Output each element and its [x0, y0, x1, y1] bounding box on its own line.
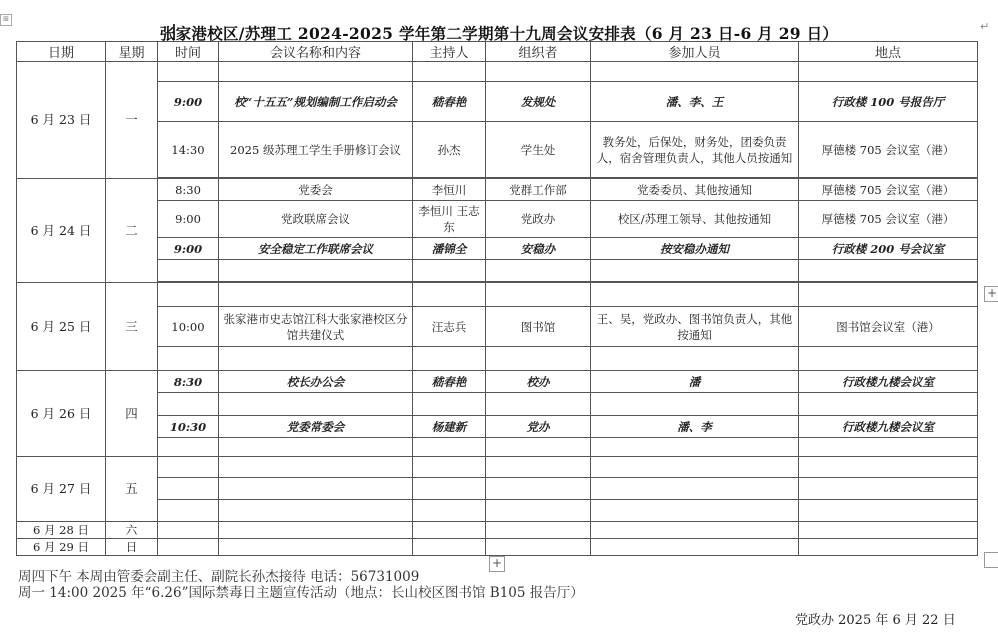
weekday-cell: 五 — [106, 457, 158, 522]
meeting-cell: 校“十五五”规划编制工作启动会 — [219, 82, 413, 122]
host-cell: 孙杰 — [413, 122, 486, 178]
empty-cell[interactable] — [158, 62, 219, 82]
empty-cell[interactable] — [413, 457, 486, 478]
table-move-handle[interactable]: ⊞ — [0, 14, 12, 26]
empty-cell[interactable] — [219, 500, 413, 522]
meeting-cell: 党委会 — [219, 179, 413, 201]
table-row[interactable] — [17, 416, 978, 438]
header-time: 时间 — [158, 42, 219, 62]
location-cell: 行政楼九楼会议室 — [799, 371, 978, 393]
empty-cell[interactable] — [799, 500, 978, 522]
organizer-cell: 学生处 — [486, 122, 591, 178]
time-cell: 8:30 — [158, 371, 219, 393]
empty-cell[interactable] — [486, 500, 591, 522]
paragraph-mark-icon: ↵ — [980, 20, 990, 33]
location-cell: 行政楼九楼会议室 — [799, 416, 978, 438]
empty-cell[interactable] — [158, 393, 219, 416]
empty-cell[interactable] — [591, 478, 799, 500]
table-row[interactable] — [17, 500, 978, 522]
empty-cell[interactable] — [799, 478, 978, 500]
empty-cell[interactable] — [591, 539, 799, 556]
empty-cell[interactable] — [799, 438, 978, 457]
empty-cell[interactable] — [413, 62, 486, 82]
empty-cell[interactable] — [591, 62, 799, 82]
attendees-cell: 潘 — [591, 371, 799, 393]
table-row[interactable] — [17, 201, 978, 238]
empty-cell[interactable] — [486, 478, 591, 500]
meeting-cell: 张家港市史志馆江科大张家港校区分馆共建仪式 — [219, 307, 413, 347]
empty-cell[interactable] — [219, 347, 413, 371]
add-column-button[interactable]: + — [984, 286, 998, 302]
empty-cell[interactable] — [219, 62, 413, 82]
empty-cell[interactable] — [486, 393, 591, 416]
weekday-cell: 一 — [106, 62, 158, 179]
meeting-cell: 党委常委会 — [219, 416, 413, 438]
add-row-button[interactable]: + — [489, 556, 505, 572]
header-organizer: 组织者 — [486, 42, 591, 62]
location-cell: 图书馆会议室（港） — [799, 307, 978, 347]
empty-cell[interactable] — [799, 457, 978, 478]
location-cell: 行政楼 200 号会议室 — [799, 238, 978, 260]
table-row[interactable] — [17, 238, 978, 260]
table-row[interactable] — [17, 283, 978, 307]
empty-cell[interactable] — [486, 539, 591, 556]
empty-cell[interactable] — [219, 522, 413, 539]
time-cell: 10:00 — [158, 307, 219, 347]
weekday-cell: 二 — [106, 179, 158, 283]
empty-cell[interactable] — [591, 500, 799, 522]
note-event: 周一 14:00 2025 年“6.26”国际禁毒日主题宣传活动（地点：长山校区图书馆 B105 报告厅） — [18, 585, 584, 601]
location-cell: 厚德楼 705 会议室（港） — [799, 201, 978, 238]
time-cell: 10:30 — [158, 416, 219, 438]
header-meeting: 会议名称和内容 — [219, 42, 413, 62]
empty-cell[interactable] — [486, 347, 591, 371]
time-cell: 9:00 — [158, 238, 219, 260]
attendees-cell: 校区/苏理工领导、其他按通知 — [591, 201, 799, 238]
table-row[interactable] — [17, 522, 978, 539]
date-cell: 6 月 26 日 — [17, 371, 106, 457]
table-row[interactable] — [17, 62, 978, 82]
meeting-cell: 党政联席会议 — [219, 201, 413, 238]
meeting-cell: 校长办公会 — [219, 371, 413, 393]
header-location: 地点 — [799, 42, 978, 62]
page-title: 张家港校区/苏理工 2024-2025 学年第二学期第十九周会议安排表（6 月 23 日-6 月 29 日） — [159, 24, 839, 43]
empty-cell[interactable] — [413, 522, 486, 539]
empty-cell[interactable] — [219, 260, 413, 282]
date-cell: 6 月 29 日 — [17, 539, 106, 556]
empty-cell[interactable] — [799, 62, 978, 82]
empty-cell[interactable] — [413, 283, 486, 307]
attendees-cell: 按安稳办通知 — [591, 238, 799, 260]
empty-cell[interactable] — [158, 478, 219, 500]
weekday-cell: 六 — [106, 522, 158, 539]
attendees-cell: 教务处，后保处，财务处，团委负责人，宿舍管理负责人，其他人员按通知 — [591, 122, 799, 178]
date-cell: 6 月 28 日 — [17, 522, 106, 539]
host-cell: 潘锦全 — [413, 238, 486, 260]
empty-cell[interactable] — [158, 438, 219, 457]
empty-cell[interactable] — [486, 283, 591, 307]
empty-cell[interactable] — [219, 438, 413, 457]
weekday-cell: 四 — [106, 371, 158, 457]
organizer-cell: 党办 — [486, 416, 591, 438]
host-cell: 李恒川 — [413, 179, 486, 201]
header-weekday: 星期 — [106, 42, 158, 62]
empty-cell[interactable] — [413, 393, 486, 416]
empty-cell[interactable] — [799, 347, 978, 371]
empty-cell[interactable] — [486, 438, 591, 457]
host-cell: 嵇春艳 — [413, 371, 486, 393]
empty-cell[interactable] — [413, 260, 486, 282]
header-row — [17, 42, 978, 62]
host-cell: 杨建新 — [413, 416, 486, 438]
empty-cell[interactable] — [219, 478, 413, 500]
empty-cell[interactable] — [591, 438, 799, 457]
empty-cell[interactable] — [158, 500, 219, 522]
table-row[interactable] — [17, 438, 978, 457]
empty-cell[interactable] — [158, 283, 219, 307]
host-cell: 嵇春艳 — [413, 82, 486, 122]
empty-cell[interactable] — [158, 457, 219, 478]
empty-cell[interactable] — [799, 522, 978, 539]
empty-cell[interactable] — [591, 283, 799, 307]
empty-cell[interactable] — [799, 260, 978, 282]
table-row[interactable] — [17, 393, 978, 416]
organizer-cell: 图书馆 — [486, 307, 591, 347]
date-cell: 6 月 23 日 — [17, 62, 106, 179]
empty-cell[interactable] — [158, 522, 219, 539]
empty-cell[interactable] — [591, 260, 799, 282]
note-reception: 周四下午 本周由管委会副主任、副院长孙杰接待 电话：56731009 — [18, 569, 420, 585]
table-row[interactable] — [17, 179, 978, 201]
table-row[interactable] — [17, 82, 978, 122]
empty-cell[interactable] — [413, 438, 486, 457]
table-row[interactable] — [17, 457, 978, 478]
attendees-cell: 王、吴，党政办、图书馆负责人，其他按通知 — [591, 307, 799, 347]
attendees-cell: 潘、李 — [591, 416, 799, 438]
header-host: 主持人 — [413, 42, 486, 62]
host-cell: 李恒川 王志东 — [413, 201, 486, 238]
weekday-cell: 三 — [106, 283, 158, 371]
schedule-table — [16, 41, 978, 556]
empty-cell[interactable] — [413, 478, 486, 500]
empty-cell[interactable] — [591, 522, 799, 539]
organizer-cell: 校办 — [486, 371, 591, 393]
empty-cell[interactable] — [486, 62, 591, 82]
empty-cell[interactable] — [799, 539, 978, 556]
table-row[interactable] — [17, 539, 978, 556]
empty-cell[interactable] — [219, 457, 413, 478]
weekday-cell: 日 — [106, 539, 158, 556]
empty-cell[interactable] — [486, 457, 591, 478]
empty-cell[interactable] — [486, 260, 591, 282]
table-row[interactable] — [17, 307, 978, 347]
empty-cell[interactable] — [591, 347, 799, 371]
organizer-cell: 党政办 — [486, 201, 591, 238]
table-row[interactable] — [17, 122, 978, 178]
attendees-cell: 潘、李、王 — [591, 82, 799, 122]
organizer-cell: 党群工作部 — [486, 179, 591, 201]
signature: 党政办 2025 年 6 月 22 日 — [795, 613, 956, 628]
empty-cell[interactable] — [413, 347, 486, 371]
header-date: 日期 — [17, 42, 106, 62]
date-cell: 6 月 25 日 — [17, 283, 106, 371]
empty-cell[interactable] — [799, 283, 978, 307]
location-cell: 厚德楼 705 会议室（港） — [799, 179, 978, 201]
date-cell: 6 月 24 日 — [17, 179, 106, 283]
host-cell: 汪志兵 — [413, 307, 486, 347]
empty-cell[interactable] — [158, 260, 219, 282]
time-cell: 9:00 — [158, 82, 219, 122]
table-row[interactable] — [17, 371, 978, 393]
location-cell: 行政楼 100 号报告厅 — [799, 82, 978, 122]
table-row[interactable] — [17, 260, 978, 282]
empty-cell[interactable] — [219, 283, 413, 307]
empty-cell[interactable] — [158, 539, 219, 556]
time-cell: 9:00 — [158, 201, 219, 238]
table-row[interactable] — [17, 478, 978, 500]
empty-cell[interactable] — [486, 522, 591, 539]
location-cell: 厚德楼 705 会议室（港） — [799, 122, 978, 178]
empty-cell[interactable] — [799, 393, 978, 416]
header-attendees: 参加人员 — [591, 42, 799, 62]
empty-cell[interactable] — [158, 347, 219, 371]
meeting-cell: 安全稳定工作联席会议 — [219, 238, 413, 260]
meeting-cell: 2025 级苏理工学生手册修订会议 — [219, 122, 413, 178]
organizer-cell: 发规处 — [486, 82, 591, 122]
empty-cell[interactable] — [219, 393, 413, 416]
organizer-cell: 安稳办 — [486, 238, 591, 260]
empty-cell[interactable] — [219, 539, 413, 556]
empty-cell[interactable] — [591, 457, 799, 478]
date-cell: 6 月 27 日 — [17, 457, 106, 522]
empty-cell[interactable] — [413, 539, 486, 556]
empty-cell[interactable] — [591, 393, 799, 416]
table-row[interactable] — [17, 347, 978, 371]
time-cell: 8:30 — [158, 179, 219, 201]
table-resize-handle[interactable] — [984, 552, 998, 568]
empty-cell[interactable] — [413, 500, 486, 522]
time-cell: 14:30 — [158, 122, 219, 178]
attendees-cell: 党委委员、其他按通知 — [591, 179, 799, 201]
